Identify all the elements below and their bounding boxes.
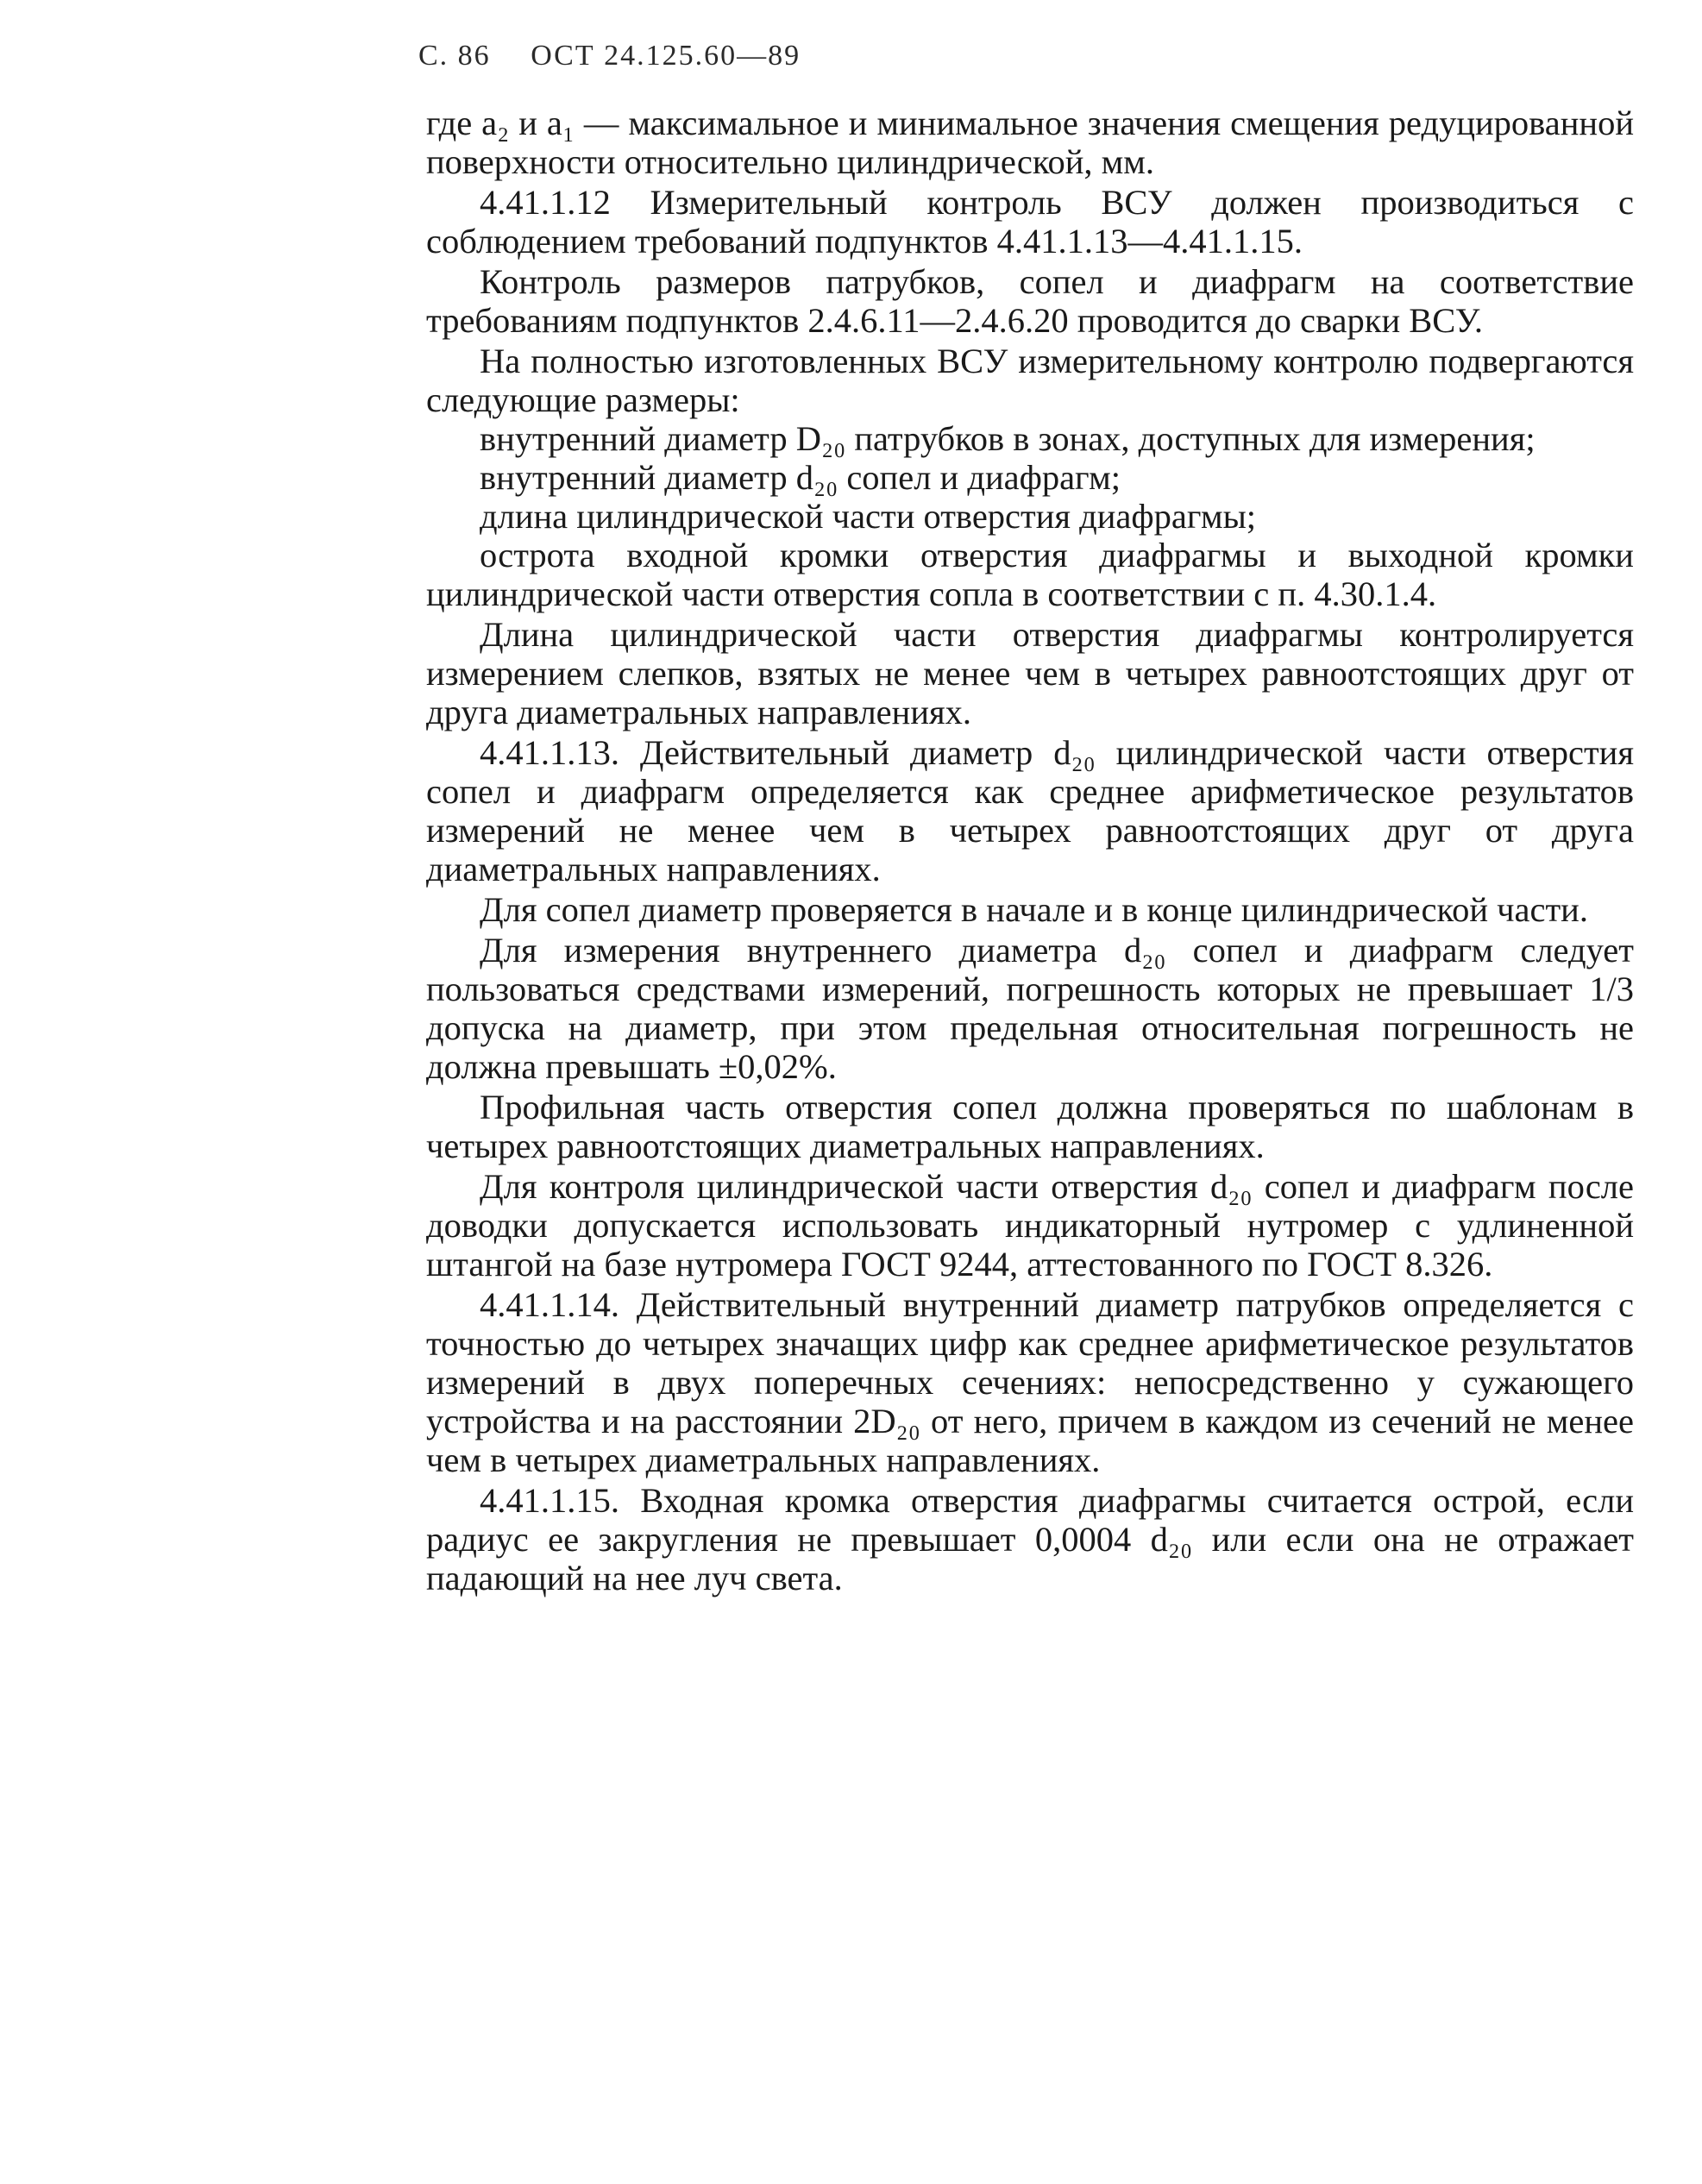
paragraph-4-41-1-14: 4.41.1.14. Действительный внутренний диаметр патрубков определяется с точностью до четырех значащих цифр как среднее арифметическое результатов измерений в двух поперечных сечениях: непосредственно у сужающего устройства и на расстоянии 2D₂₀ от него, причем в каждом из сечений не менее чем в четырех диаметральных направлениях.	[426, 1285, 1634, 1479]
paragraph-4-41-1-13: 4.41.1.13. Действительный диаметр d₂₀ цилиндрической части отверстия сопел и диафрагм определяется как среднее арифметическое результатов измерений не менее чем в четырех равноотстоящих друг от друга диаметральных направлениях.	[426, 733, 1634, 888]
list-item-edge-sharpness: острота входной кромки отверстия диафрагмы и выходной кромки цилиндрической части отверстия сопла в соответствии с п. 4.30.1.4.	[426, 536, 1634, 613]
page-header	[418, 40, 801, 72]
paragraph-cylinder-length-control: Длина цилиндрической части отверстия диафрагмы контролируется измерением слепков, взятых не менее чем в четырех равноотстоящих друг от друга диаметральных направлениях.	[426, 615, 1634, 731]
paragraph-control-before-welding: Контроль размеров патрубков, сопел и диафрагм на соответствие требованиям подпунктов 2.4.6.11—2.4.6.20 проводится до сварки ВСУ.	[426, 262, 1634, 340]
standard-code: ОСТ 24.125.60—89	[531, 40, 801, 72]
page-number: С. 86	[418, 40, 491, 72]
paragraph-4-41-1-15: 4.41.1.15. Входная кромка отверстия диафрагмы считается острой, если радиус ее закругления не превышает 0,0004 d₂₀ или если она не отражает падающий на нее луч света.	[426, 1481, 1634, 1597]
paragraph-measurement-accuracy: Для измерения внутреннего диаметра d₂₀ сопел и диафрагм следует пользоваться средствами измерений, погрешность которых не превышает 1/3 допуска на диаметр, при этом предельная относительная погрешность не должна превышать ±0,02%.	[426, 931, 1634, 1086]
paragraph-formula-note: где a₂ и a₁ — максимальное и минимальное значения смещения редуцированной поверхности относительно цилиндрической, мм.	[426, 104, 1634, 181]
paragraph-4-41-1-12: 4.41.1.12 Измерительный контроль ВСУ должен производиться с соблюдением требований подпунктов 4.41.1.13—4.41.1.15.	[426, 183, 1634, 260]
paragraph-nozzle-diameter-check: Для сопел диаметр проверяется в начале и в конце цилиндрической части.	[480, 890, 1588, 929]
paragraph-measured-dimensions-intro: На полностью изготовленных ВСУ измерительному контролю подвергаются следующие размеры:	[426, 342, 1634, 419]
list-item-inner-diameter-D20: внутренний диаметр D₂₀ патрубков в зонах, доступных для измерения;	[480, 419, 1536, 458]
paragraph-bore-gauge: Для контроля цилиндрической части отверстия d₂₀ сопел и диафрагм после доводки допускается использовать индикаторный нутромер с удлиненной штангой на базе нутромера ГОСТ 9244, аттестованного по ГОСТ 8.326.	[426, 1167, 1634, 1283]
document-body	[426, 104, 1634, 1597]
paragraph-profile-check: Профильная часть отверстия сопел должна проверяться по шаблонам в четырех равноотстоящих диаметральных направлениях.	[426, 1088, 1634, 1165]
list-item-cylinder-length: длина цилиндрической части отверстия диафрагмы;	[480, 497, 1257, 536]
list-item-inner-diameter-d20: внутренний диаметр d₂₀ сопел и диафрагм;	[480, 458, 1121, 497]
